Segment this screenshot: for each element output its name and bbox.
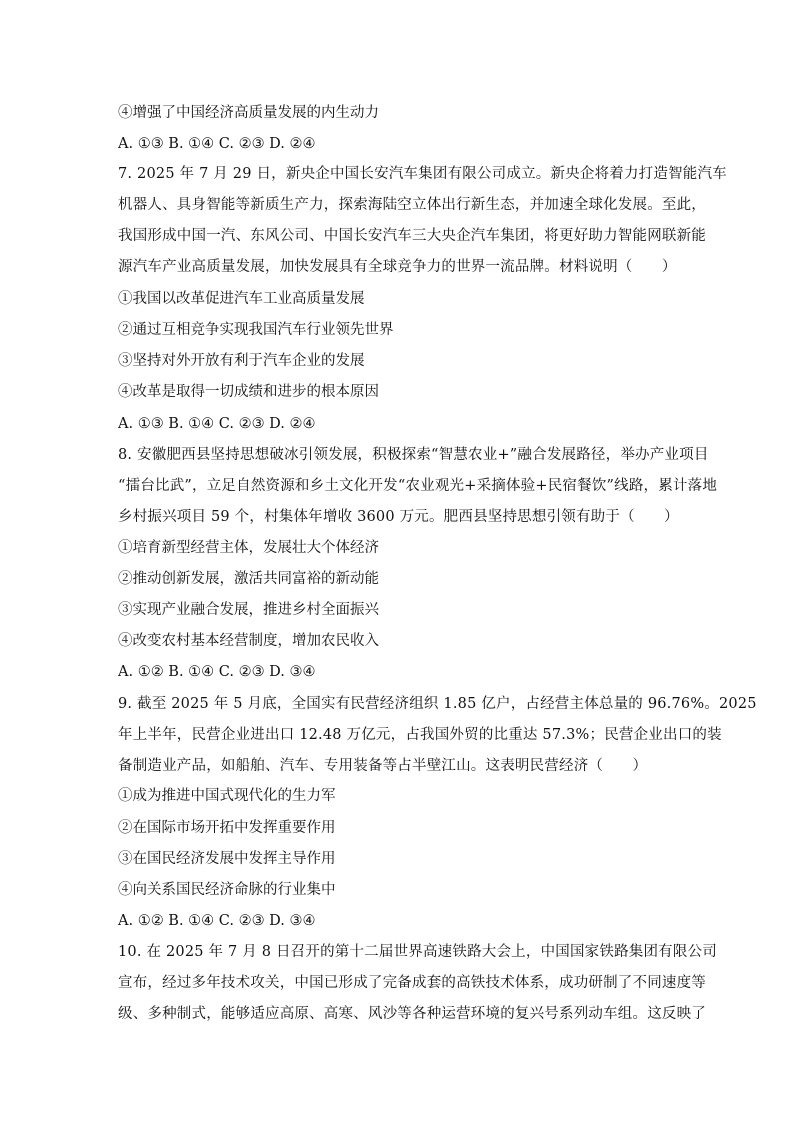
q6-answer-choices: A. ①③ B. ①④ C. ②③ D. ②④ [118, 136, 316, 152]
q8-option-1: ①培育新型经营主体，发展壮大个体经济 [118, 540, 379, 556]
q9-answer-choices: A. ①② B. ①④ C. ②③ D. ③④ [118, 913, 316, 929]
q7-option-2: ②通过互相竞争实现我国汽车行业领先世界 [118, 322, 394, 338]
q7-stem [118, 159, 727, 283]
q10-stem [118, 937, 717, 1030]
q8-option-3: ③实现产业融合发展，推进乡村全面振兴 [118, 602, 379, 618]
q6-option-4: ④增强了中国经济高质量发展的内生动力 [118, 105, 379, 121]
q8-stem-line: “擂台比武”，立足自然资源和乡土文化开发“农业观光+采摘体验+民宿餐饮”线路，累计落地 [118, 478, 718, 494]
q7-answer-choices: A. ①③ B. ①④ C. ②③ D. ②④ [118, 416, 316, 432]
q10-stem-line: 级、多种制式，能够适应高原、高寒、风沙等各种运营环境的复兴号系列动车组。这反映了 [118, 1006, 706, 1022]
q8-stem-line: 乡村振兴项目 59 个，村集体年增收 3600 万元。肥西县坚持思想引领有助于（ ） [118, 509, 679, 525]
q9-stem-line: 备制造业产品，如船舶、汽车、专用装备等占半壁江山。这表明民营经济（ ） [118, 758, 648, 774]
q7-stem-line: 我国形成中国一汽、东风公司、中国长安汽车三大央企汽车集团，将更好助力智能网联新能 [118, 228, 706, 244]
q8-option-2: ②推动创新发展，激活共同富裕的新动能 [118, 571, 379, 587]
q10-stem-line: 10. 在 2025 年 7 月 8 日召开的第十二届世界高速铁路大会上，中国国家铁路集团有限公司 [118, 944, 717, 960]
q7-option-3: ③坚持对外开放有利于汽车企业的发展 [118, 353, 365, 369]
q9-stem-line: 9. 截至 2025 年 5 月底，全国实有民营经济组织 1.85 亿户，占经营主体总量的 96.76%。2025 [118, 696, 757, 712]
q9-stem-line: 年上半年，民营企业进出口 12.48 万亿元，占我国外贸的比重达 57.3%；民营企业出口的装 [118, 727, 722, 743]
q9-stem [118, 689, 757, 782]
q8-answer-choices: A. ①② B. ①④ C. ②③ D. ③④ [118, 664, 316, 680]
q7-stem-line: 源汽车产业高质量发展，加快发展具有全球竞争力的世界一流品牌。材料说明（ ） [118, 259, 677, 275]
q8-option-4: ④改变农村基本经营制度，增加农民收入 [118, 633, 379, 649]
q9-option-2: ②在国际市场开拓中发挥重要作用 [118, 820, 336, 836]
q7-stem-line: 机器人、具身智能等新质生产力，探索海陆空立体出行新生态，并加速全球化发展。至此， [118, 197, 706, 213]
q8-stem-line: 8. 安徽肥西县坚持思想破冰引领发展，积极探索“智慧农业+”融合发展路径，举办产业项目 [118, 447, 709, 463]
q9-option-4: ④向关系国民经济命脉的行业集中 [118, 882, 336, 898]
q7-stem-line: 7. 2025 年 7 月 29 日，新央企中国长安汽车集团有限公司成立。新央企将着力打造智能汽车 [118, 166, 727, 182]
q10-stem-line: 宣布，经过多年技术攻关，中国已形成了完备成套的高铁技术体系，成功研制了不同速度等 [118, 975, 706, 991]
q7-option-4: ④改革是取得一切成绩和进步的根本原因 [118, 384, 379, 400]
q8-stem [118, 440, 718, 533]
q9-option-1: ①成为推进中国式现代化的生力军 [118, 788, 336, 804]
q9-option-3: ③在国民经济发展中发挥主导作用 [118, 851, 336, 867]
q7-option-1: ①我国以改革促进汽车工业高质量发展 [118, 291, 365, 307]
